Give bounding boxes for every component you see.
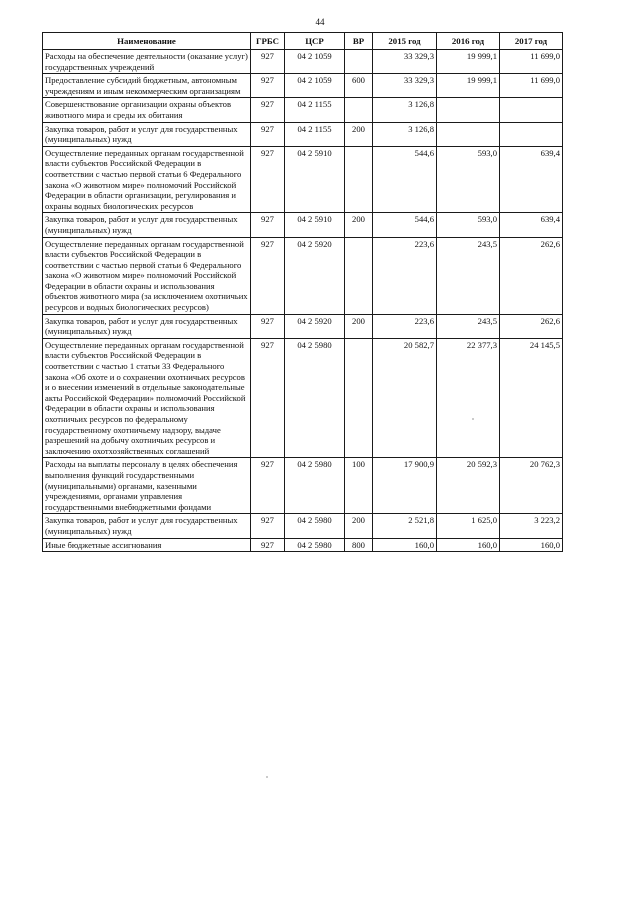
cell-2016: 243,5 — [437, 237, 500, 314]
table-row — [43, 122, 563, 146]
cell-2016 — [437, 122, 500, 146]
cell-2016: 160,0 — [437, 538, 500, 552]
cell-vr — [345, 98, 373, 122]
cell-name: Совершенствование организации охраны объектов животного мира и среды их обитания — [43, 98, 251, 122]
header-name: Наименование — [43, 33, 251, 50]
cell-2017: 3 223,2 — [500, 514, 563, 538]
cell-csr: 04 2 5920 — [285, 314, 345, 338]
cell-name: Предоставление субсидий бюджетным, автономным учреждениям и иным некоммерческим организациям — [43, 74, 251, 98]
cell-vr: 600 — [345, 74, 373, 98]
cell-name: Расходы на выплаты персоналу в целях обеспечения выполнения функций государственными (муниципальными) органами, казенными учреждениями, органами управления государственными внебюджетными фондами — [43, 458, 251, 514]
cell-vr: 100 — [345, 458, 373, 514]
cell-2016: 593,0 — [437, 213, 500, 237]
cell-name: Закупка товаров, работ и услуг для государственных (муниципальных) нужд — [43, 213, 251, 237]
table-row — [43, 538, 563, 552]
header-2016: 2016 год — [437, 33, 500, 50]
table-row — [43, 146, 563, 213]
cell-csr: 04 2 5980 — [285, 514, 345, 538]
table-row — [43, 213, 563, 237]
cell-2017: 639,4 — [500, 213, 563, 237]
cell-grbs: 927 — [251, 538, 285, 552]
scan-speck — [266, 776, 268, 778]
cell-vr — [345, 338, 373, 458]
cell-csr: 04 2 5980 — [285, 538, 345, 552]
cell-2015: 3 126,8 — [373, 122, 437, 146]
cell-2015: 544,6 — [373, 213, 437, 237]
cell-2017: 639,4 — [500, 146, 563, 213]
cell-csr: 04 2 1059 — [285, 50, 345, 74]
cell-2016: 20 592,3 — [437, 458, 500, 514]
cell-2015: 223,6 — [373, 314, 437, 338]
table-row — [43, 338, 563, 458]
cell-csr: 04 2 5920 — [285, 237, 345, 314]
cell-2016: 243,5 — [437, 314, 500, 338]
cell-name: Осуществление переданных органам государственной власти субъектов Российской Федерации в соответствии с частью первой статьи 6 Федерального закона «О животном мире» полномочий Российской Федерации в области организации, регулирования и охраны водных биологических ресурсов — [43, 146, 251, 213]
cell-grbs: 927 — [251, 74, 285, 98]
cell-2015: 17 900,9 — [373, 458, 437, 514]
cell-2015: 33 329,3 — [373, 74, 437, 98]
header-2015: 2015 год — [373, 33, 437, 50]
header-grbs: ГРБС — [251, 33, 285, 50]
scan-speck — [472, 418, 474, 420]
cell-2017: 24 145,5 — [500, 338, 563, 458]
cell-2016: 1 625,0 — [437, 514, 500, 538]
cell-2016: 19 999,1 — [437, 74, 500, 98]
table-row — [43, 50, 563, 74]
cell-grbs: 927 — [251, 338, 285, 458]
cell-grbs: 927 — [251, 98, 285, 122]
table-header-row — [43, 33, 563, 50]
cell-name: Закупка товаров, работ и услуг для государственных (муниципальных) нужд — [43, 514, 251, 538]
cell-grbs: 927 — [251, 314, 285, 338]
cell-2017: 20 762,3 — [500, 458, 563, 514]
cell-vr: 200 — [345, 314, 373, 338]
cell-vr: 200 — [345, 213, 373, 237]
cell-vr — [345, 146, 373, 213]
cell-2015: 2 521,8 — [373, 514, 437, 538]
cell-grbs: 927 — [251, 237, 285, 314]
cell-vr: 800 — [345, 538, 373, 552]
cell-2017: 262,6 — [500, 314, 563, 338]
cell-2017 — [500, 122, 563, 146]
cell-name: Иные бюджетные ассигнования — [43, 538, 251, 552]
cell-2015: 20 582,7 — [373, 338, 437, 458]
header-vr: ВР — [345, 33, 373, 50]
cell-2016: 22 377,3 — [437, 338, 500, 458]
header-csr: ЦСР — [285, 33, 345, 50]
cell-name: Осуществление переданных органам государственной власти субъектов Российской Федерации в соответствии с частью первой статьи 6 Федерального закона «О животном мире» полномочий Российской Федерации в области охраны и использования объектов животного мира (за исключением охотничьих ресурсов и водных биологических ресурсов) — [43, 237, 251, 314]
cell-csr: 04 2 5980 — [285, 338, 345, 458]
cell-2015: 33 329,3 — [373, 50, 437, 74]
cell-2016: 19 999,1 — [437, 50, 500, 74]
cell-grbs: 927 — [251, 213, 285, 237]
cell-2017: 160,0 — [500, 538, 563, 552]
table-row — [43, 514, 563, 538]
cell-2017: 262,6 — [500, 237, 563, 314]
cell-vr — [345, 237, 373, 314]
cell-csr: 04 2 5910 — [285, 146, 345, 213]
cell-name: Закупка товаров, работ и услуг для государственных (муниципальных) нужд — [43, 122, 251, 146]
cell-grbs: 927 — [251, 146, 285, 213]
cell-grbs: 927 — [251, 122, 285, 146]
cell-2016: 593,0 — [437, 146, 500, 213]
cell-2015: 223,6 — [373, 237, 437, 314]
cell-vr — [345, 50, 373, 74]
cell-grbs: 927 — [251, 458, 285, 514]
table-row — [43, 458, 563, 514]
table-row — [43, 237, 563, 314]
cell-csr: 04 2 5980 — [285, 458, 345, 514]
cell-2017: 11 699,0 — [500, 50, 563, 74]
cell-2015: 544,6 — [373, 146, 437, 213]
table-row — [43, 314, 563, 338]
cell-2016 — [437, 98, 500, 122]
cell-2017 — [500, 98, 563, 122]
table-row — [43, 74, 563, 98]
cell-csr: 04 2 1155 — [285, 122, 345, 146]
cell-csr: 04 2 5910 — [285, 213, 345, 237]
cell-vr: 200 — [345, 514, 373, 538]
cell-2015: 160,0 — [373, 538, 437, 552]
header-2017: 2017 год — [500, 33, 563, 50]
cell-csr: 04 2 1155 — [285, 98, 345, 122]
cell-name: Расходы на обеспечение деятельности (оказание услуг) государственных учреждений — [43, 50, 251, 74]
budget-table — [42, 32, 563, 552]
cell-2017: 11 699,0 — [500, 74, 563, 98]
page-number: 44 — [315, 17, 325, 27]
cell-grbs: 927 — [251, 514, 285, 538]
cell-2015: 3 126,8 — [373, 98, 437, 122]
table-row — [43, 98, 563, 122]
cell-name: Закупка товаров, работ и услуг для государственных (муниципальных) нужд — [43, 314, 251, 338]
cell-grbs: 927 — [251, 50, 285, 74]
cell-name: Осуществление переданных органам государственной власти субъектов Российской Федерации в соответствии с частью 1 статьи 33 Федерального закона «Об охоте и о сохранении охотничьих ресурсов и о внесении изменений в отдельные законодательные акты Российской Федерации» полномочий Российской Федерации в области охраны и использования охотничьих ресурсов по федеральному государственному охотничьему надзору, выдаче разрешений на добычу охотничьих ресурсов и заключению охотхозяйственных соглашений — [43, 338, 251, 458]
cell-vr: 200 — [345, 122, 373, 146]
cell-csr: 04 2 1059 — [285, 74, 345, 98]
